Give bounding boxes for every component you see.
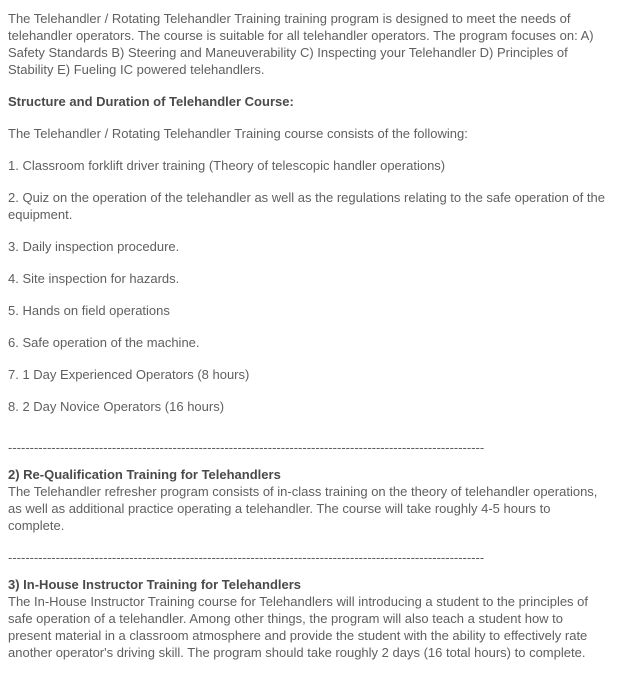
requalification-heading: 2) Re-Qualification Training for Telehandlers xyxy=(8,467,281,482)
dashed-separator: -------------------------------------------------------------------------------------------------------------- xyxy=(8,550,485,565)
structure-duration-heading: Structure and Duration of Telehandler Course: xyxy=(8,94,294,109)
requalification-body: The Telehandler refresher program consists of in-class training on the theory of telehandler operations, as well as additional practice operating a telehandler. The course will take roughly 4-5 hours to complete. xyxy=(8,484,598,533)
course-item-8: 8. 2 Day Novice Operators (16 hours) xyxy=(8,399,225,414)
course-item-5: 5. Hands on field operations xyxy=(8,303,170,318)
course-item-3: 3. Daily inspection procedure. xyxy=(8,239,180,254)
inhouse-instructor-body: The In-House Instructor Training course for Telehandlers will introducing a student to the principles of safe operation of a telehandler. Among other things, the program will also teach a student how to present material in a classroom atmosphere and provide the student with the ability to effectively rate another operator's driving skill. The program should take roughly 2 days (16 total hours) to complete. xyxy=(8,594,589,660)
course-consists-intro: The Telehandler / Rotating Telehandler Training course consists of the following: xyxy=(8,126,468,141)
course-item-1: 1. Classroom forklift driver training (Theory of telescopic handler operations) xyxy=(8,158,446,173)
course-item-2: 2. Quiz on the operation of the telehandler as well as the regulations relating to the safe operation of the equipment. xyxy=(8,190,605,222)
section-requalification xyxy=(8,466,607,534)
inhouse-instructor-heading: 3) In-House Instructor Training for Telehandlers xyxy=(8,577,302,592)
section-inhouse-instructor xyxy=(8,576,607,661)
course-item-6: 6. Safe operation of the machine. xyxy=(8,335,200,350)
intro-paragraph: The Telehandler / Rotating Telehandler Training training program is designed to meet the needs of telehandler operators. The course is suitable for all telehandler operators. The program focuses on: A) Safety Standards B) Steering and Maneuverability C) Inspecting your Telehandler D) Principles of Stability E) Fueling IC powered telehandlers. xyxy=(8,11,594,77)
course-item-4: 4. Site inspection for hazards. xyxy=(8,271,180,286)
dashed-separator: -------------------------------------------------------------------------------------------------------------- xyxy=(8,440,485,455)
course-item-7: 7. 1 Day Experienced Operators (8 hours) xyxy=(8,367,250,382)
